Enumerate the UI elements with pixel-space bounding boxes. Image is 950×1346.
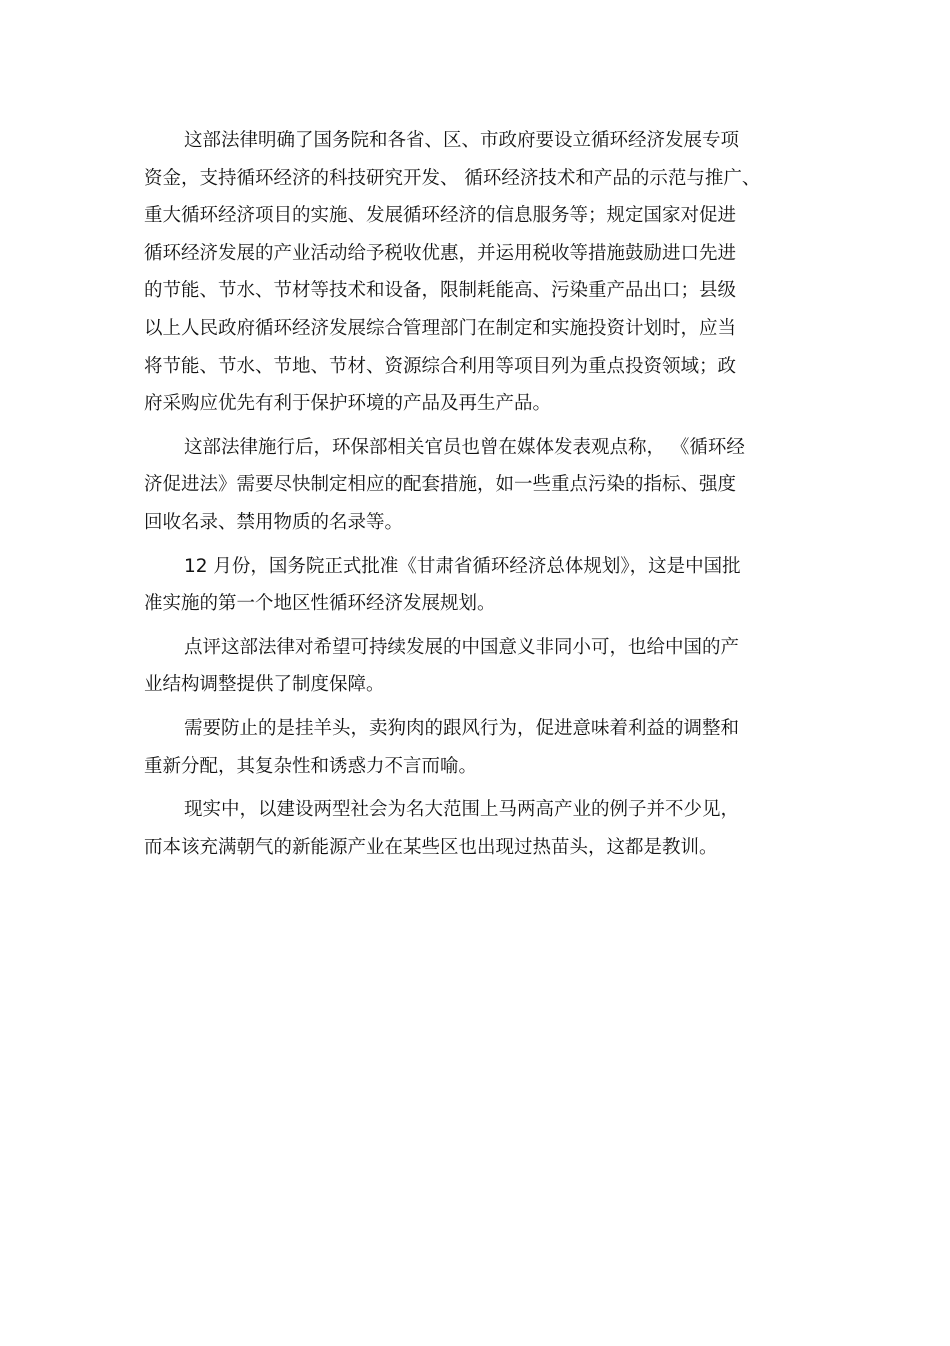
paragraph-line: 回收名录、禁用物质的名录等。 [144, 511, 404, 533]
paragraph-2 [144, 429, 794, 542]
paragraph-line: 府采购应优先有利于保护环境的产品及再生产品。 [144, 393, 552, 415]
paragraph-line: 现实中，以建设两型社会为名大范围上马两高产业的例子并不少见， [184, 799, 740, 821]
paragraph-6 [144, 791, 794, 866]
paragraph-line: 点评这部法律对希望可持续发展的中国意义非同小可，也给中国的产 [184, 636, 740, 658]
paragraph-3 [144, 548, 794, 623]
paragraph-line: 济促进法》需要尽快制定相应的配套措施，如一些重点污染的指标、强度 [144, 474, 737, 496]
paragraph-line: 准实施的第一个地区性循环经济发展规划。 [144, 593, 496, 615]
paragraph-line: 需要防止的是挂羊头，卖狗肉的跟风行为，促进意味着利益的调整和 [184, 717, 740, 739]
paragraph-4 [144, 629, 794, 704]
paragraph-line: 12 月份，国务院正式批准《甘肃省循环经济总体规划》，这是中国批 [184, 555, 741, 577]
paragraph-line: 以上人民政府循环经济发展综合管理部门在制定和实施投资计划时，应当 [144, 317, 737, 339]
paragraph-line: 业结构调整提供了制度保障。 [144, 674, 385, 696]
paragraph-line: 重新分配，其复杂性和诱惑力不言而喻。 [144, 755, 478, 777]
paragraph-line: 将节能、节水、节地、节材、资源综合利用等项目列为重点投资领域；政 [144, 355, 737, 377]
paragraph-line: 而本该充满朝气的新能源产业在某些区也出现过热苗头，这都是教训。 [144, 836, 718, 858]
paragraph-line: 的节能、节水、节材等技术和设备，限制耗能高、污染重产品出口；县级 [144, 280, 737, 302]
paragraph-line: 这部法律施行后，环保部相关官员也曾在媒体发表观点称， 《循环经 [184, 436, 745, 458]
paragraph-1 [144, 122, 794, 423]
document-body [144, 122, 794, 872]
paragraph-line: 循环经济发展的产业活动给予税收优惠，并运用税收等措施鼓励进口先进 [144, 242, 737, 264]
paragraph-5 [144, 710, 794, 785]
paragraph-line: 重大循环经济项目的实施、发展循环经济的信息服务等；规定国家对促进 [144, 205, 737, 227]
paragraph-line: 资金，支持循环经济的科技研究开发、 循环经济技术和产品的示范与推广、 [144, 167, 761, 189]
paragraph-line: 这部法律明确了国务院和各省、区、市政府要设立循环经济发展专项 [184, 130, 740, 151]
